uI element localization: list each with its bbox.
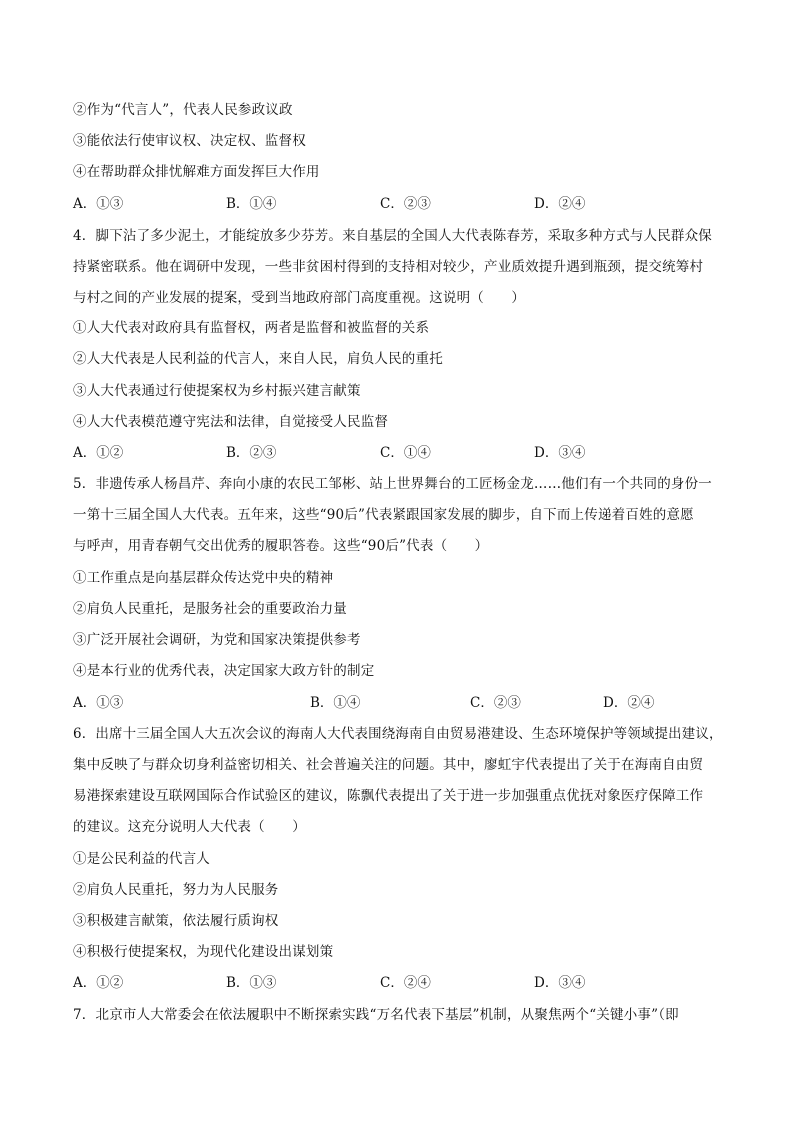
q4-item-4: ④人大代表模范遵守宪法和法律，自觉接受人民监督 (73, 414, 389, 430)
q4-option-c: C．①④ (380, 445, 431, 461)
q6-item-1: ①是公民利益的代言人 (73, 851, 210, 867)
q6-item-3: ③积极建言献策，依法履行质询权 (73, 913, 279, 929)
q6-item-4: ④积极行使提案权，为现代化建设出谋划策 (73, 944, 334, 960)
q5-item-4: ④是本行业的优秀代表，决定国家大政方针的制定 (73, 663, 375, 679)
q3-option-d: D．②④ (534, 196, 586, 212)
q4-option-b: B．②③ (226, 445, 277, 461)
q5-option-b: B．①④ (310, 695, 361, 711)
q5-item-1: ①工作重点是向基层群众传达党中央的精神 (73, 570, 334, 586)
q6-stem-line-4: 的建议。这充分说明人大代表（ ） (73, 819, 306, 835)
q3-item-3: ③能依法行使审议权、决定权、监督权 (73, 133, 306, 149)
q6-option-b: B．①③ (226, 975, 277, 991)
q3-option-a: A．①③ (73, 196, 124, 212)
q4-stem-line-1: 4．脚下沾了多少泥土，才能绽放多少芬芳。来自基层的全国人大代表陈春芳，采取多种方式与人民群众保 (73, 228, 712, 244)
q4-stem-line-3: 与村之间的产业发展的提案，受到当地政府部门高度重视。这说明（ ） (73, 290, 526, 306)
q6-stem-line-1: 6．出席十三届全国人大五次会议的海南人大代表围绕海南自由贸易港建设、生态环境保护等领域提出建议， (73, 726, 723, 742)
q4-item-1: ①人大代表对政府具有监督权，两者是监督和被监督的关系 (73, 320, 430, 336)
q6-item-2: ②肩负人民重托，努力为人民服务 (73, 882, 279, 898)
q3-option-b: B．①④ (226, 196, 277, 212)
q4-item-2: ②人大代表是人民利益的代言人，来自人民，肩负人民的重托 (73, 351, 443, 367)
q4-stem-line-2: 持紧密联系。他在调研中发现，一些非贫困村得到的支持相对较少，产业质效提升遇到瓶颈，提交统筹村 (73, 259, 704, 275)
q5-item-3: ③广泛开展社会调研，为党和国家决策提供参考 (73, 632, 361, 648)
q3-item-2: ②作为“代言人”，代表人民参政议政 (73, 102, 293, 118)
q4-item-3: ③人大代表通过行使提案权为乡村振兴建言献策 (73, 383, 361, 399)
q6-stem-line-2: 集中反映了与群众切身利益密切相关、社会普遍关注的问题。其中，廖虹宇代表提出了关于在海南自由贸 (73, 757, 704, 773)
q6-stem-line-3: 易港探索建设互联网国际合作试验区的建议，陈飘代表提出了关于进一步加强重点优抚对象医疗保障工作 (73, 788, 704, 804)
q5-option-a: A．①③ (73, 695, 124, 711)
q5-stem-line-3: 与呼声，用青春朝气交出优秀的履职答卷。这些“90后”代表（ ） (73, 538, 489, 554)
q4-option-d: D．③④ (534, 445, 586, 461)
q3-options (73, 195, 721, 213)
q5-option-c: C．②③ (470, 695, 521, 711)
q6-options (73, 974, 721, 992)
q5-stem-line-1: 5．非遗传承人杨昌芹、奔向小康的农民工邹彬、站上世界舞台的工匠杨金龙……他们有一个共同的身份一 (73, 476, 712, 492)
q7-stem-line-1: 7．北京市人大常委会在依法履职中不断探索实践“万名代表下基层”机制，从聚焦两个“关键小事”（即 (73, 1007, 679, 1023)
q6-option-d: D．③④ (534, 975, 586, 991)
q5-item-2: ②肩负人民重托，是服务社会的重要政治力量 (73, 601, 347, 617)
q3-item-4: ④在帮助群众排忧解难方面发挥巨大作用 (73, 164, 320, 180)
q4-option-a: A．①② (73, 445, 124, 461)
q6-option-c: C．②④ (380, 975, 431, 991)
q4-options (73, 444, 721, 462)
q3-option-c: C．②③ (380, 196, 431, 212)
q5-stem-line-2: 一第十三届全国人大代表。五年来，这些“90后”代表紧跟国家发展的脚步，自下而上传递着百姓的意愿 (73, 507, 694, 523)
q5-options (73, 694, 721, 712)
q5-option-d: D．②④ (603, 695, 655, 711)
q6-option-a: A．①② (73, 975, 124, 991)
